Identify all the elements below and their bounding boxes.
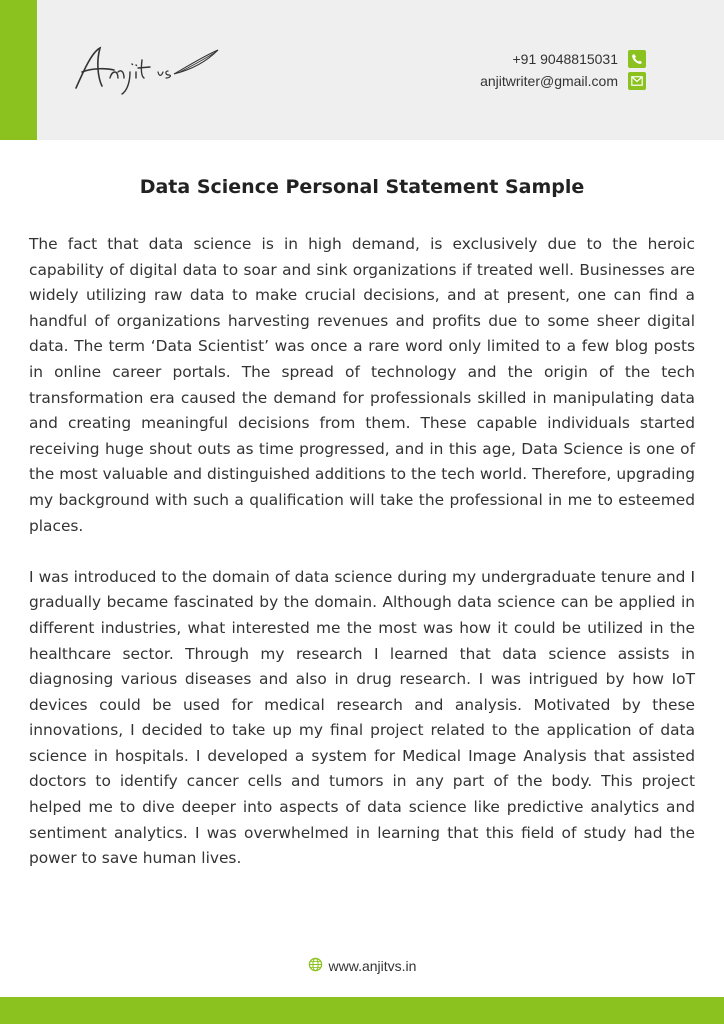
footer-band — [0, 997, 724, 1024]
phone-number: +91 9048815031 — [512, 51, 618, 67]
contact-info — [480, 48, 646, 92]
document-title: Data Science Personal Statement Sample — [139, 176, 585, 198]
statement-body — [29, 232, 695, 897]
footer — [0, 957, 724, 975]
phone-icon — [628, 50, 646, 68]
globe-icon — [308, 957, 323, 975]
email-address: anjitwriter@gmail.com — [480, 73, 618, 89]
mail-icon — [628, 72, 646, 90]
accent-strip — [0, 0, 37, 140]
email-row — [480, 70, 646, 92]
phone-row — [480, 48, 646, 70]
paragraph-2: I was introduced to the domain of data science during my undergraduate tenure and I gradually became fascinated by the domain. Although data science can be applied in different industries, what interested me the most was how it could be utilized in the healthcare sector. Through my research I learned that data science assists in diagnosing various diseases and also in drug research. I was intrigued by how IoT devices could be used for medical research and analysis. Motivated by these innovations, I decided to take up my final project related to the application of data science in hospitals. I developed a system for Medical Image Analysis that assisted doctors to identify cancer cells and tumors in any part of the body. This project helped me to dive deeper into aspects of data science like predictive analytics and sentiment analytics. I was overwhelmed in learning that this field of study had the power to save human lives. — [29, 567, 695, 868]
paragraph-1: The fact that data science is in high demand, is exclusively due to the heroic capability of digital data to soar and sink organizations if treated well. Businesses are widely utilizing raw data to make crucial decisions, and at present, one can find a handful of organizations harvesting revenues and profits due to some sheer digital data. The term ‘Data Scientist’ was once a rare word only limited to a few blog posts in online career portals. The spread of technology and the origin of the tech transformation era caused the demand for professionals skilled in manipulating data and creating meaningful decisions from them. These capable individuals started receiving huge shout outs as time progressed, and in this age, Data Science is one of the most valuable and distinguished additions to the tech world. Therefore, upgrading my background with such a qualification will take the professional in me to esteemed places. — [29, 235, 695, 535]
website-link[interactable]: www.anjitvs.in — [328, 958, 417, 974]
signature-logo — [66, 40, 226, 100]
